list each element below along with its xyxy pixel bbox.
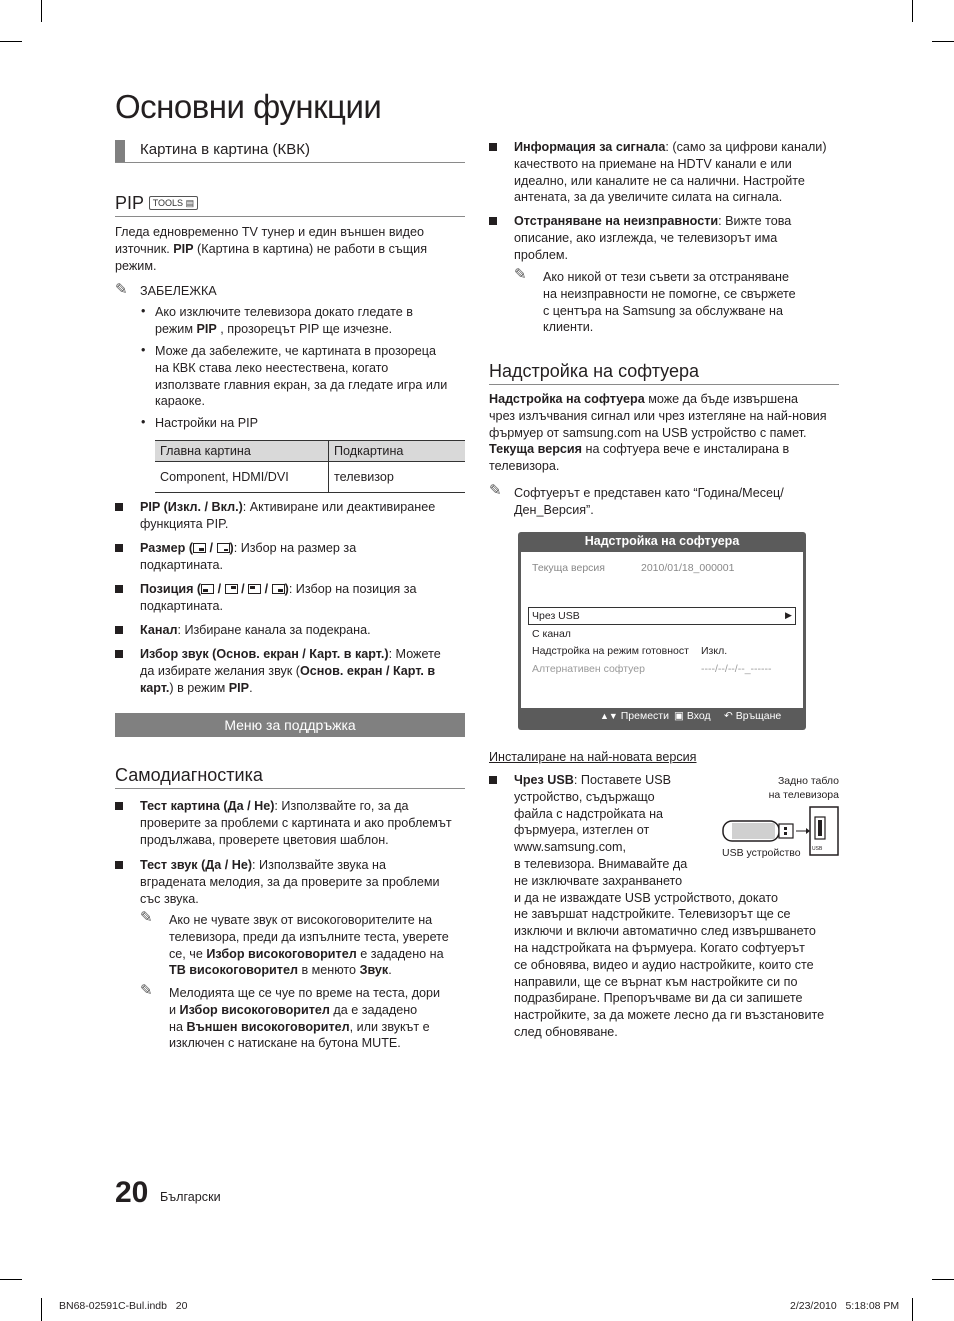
- note-pencil-icon: ✎: [140, 982, 153, 999]
- text-line: чрез излъчвания сигнал или чрез изтегляне на най-новия: [489, 408, 827, 423]
- bullet-square: [489, 217, 497, 225]
- osd-arrow-right-icon: ▶: [785, 610, 792, 620]
- text-line: [115, 241, 470, 258]
- troubleshooting-item: [514, 213, 844, 263]
- text: MUTE: [361, 1036, 398, 1051]
- bullet-square: [115, 585, 123, 593]
- pip-heading: [115, 193, 198, 214]
- text-line: изключи и включи автоматично след извършването: [514, 924, 816, 939]
- text-line: използвате главния екран, за да гледате игра или: [155, 377, 448, 392]
- text: : Вижте това: [718, 214, 792, 228]
- text: : Поставете USB: [573, 773, 672, 787]
- note-bullet-1: [155, 304, 470, 338]
- text: /: [261, 582, 272, 596]
- pip-item-onoff: [140, 499, 470, 533]
- osd-via-usb-label: Чрез USB: [532, 610, 580, 622]
- bullet-square: [115, 861, 123, 869]
- text: Отстраняване на неизправности: [514, 214, 719, 228]
- text-line: настройките, за да можете лесно да ги възстановите: [514, 1008, 825, 1023]
- text-line: не изключвате захранването: [514, 873, 683, 888]
- osd-return-hint: [724, 710, 781, 722]
- osd-move-label: Премести: [620, 710, 669, 722]
- bullet-square: [115, 802, 123, 810]
- text-line: файла с надстройката на: [514, 806, 664, 821]
- text-line: [169, 1002, 469, 1019]
- tools-icon: ▤: [185, 198, 195, 208]
- note-pencil-icon: ✎: [514, 266, 527, 283]
- text-line: на телевизора: [768, 789, 839, 801]
- pip-item-position: [140, 581, 470, 615]
- usb-stick-plug: [779, 824, 793, 838]
- text-line: [140, 680, 470, 697]
- text-line: [140, 499, 470, 516]
- text: : Можете: [388, 647, 441, 661]
- table-header: Подкартина: [329, 441, 466, 462]
- text-line: Гледа едновременно TV тунер и един външен видео: [115, 225, 424, 239]
- text-line: Може да забележите, че картината в прозореца: [155, 344, 436, 358]
- text: , прозорецът PIP ще изчезне.: [216, 321, 393, 336]
- text-line: режим.: [115, 258, 157, 273]
- table-cell: Component, HDMI/DVI: [155, 462, 329, 493]
- text-line: в телевизора. Внимавайте да: [514, 856, 688, 871]
- pip-settings-table: [155, 440, 465, 493]
- text-line: [514, 213, 844, 230]
- text: и: [169, 1002, 180, 1017]
- text: Информация за сигнала: [514, 140, 666, 154]
- text: се, че: [169, 946, 207, 961]
- text: да избирате желания звук (: [140, 663, 300, 678]
- bullet-square: [489, 143, 497, 151]
- position-top-left-icon: [248, 584, 261, 594]
- usb-stick-shade: [732, 823, 775, 839]
- bullet-dot: •: [141, 415, 146, 429]
- text-line: Задно табло: [777, 775, 839, 787]
- crop-mark: [932, 1279, 954, 1280]
- text: : Активиране или деактивиранее: [242, 500, 436, 514]
- text: Надстройка на софтуера: [489, 392, 645, 406]
- text: .: [249, 680, 253, 695]
- text: Чрез USB: [514, 773, 574, 787]
- divider: [115, 788, 465, 789]
- note-pencil-icon: ✎: [489, 482, 502, 499]
- text-line: качеството на приемане на HDTV канали е или: [514, 156, 792, 171]
- divider: [115, 216, 465, 217]
- bullet-dot: •: [141, 304, 146, 318]
- pip-intro: [115, 224, 470, 274]
- text-line: Ако не чувате звук от високоговорителите на: [169, 913, 433, 927]
- enter-icon: ▣: [674, 710, 684, 722]
- text-line: [489, 441, 841, 458]
- text-line: Ден_Версия”.: [514, 502, 594, 517]
- crop-mark: [0, 41, 22, 42]
- text-line: фърмуера, изтеглен от: [514, 823, 650, 838]
- bullet-square: [115, 650, 123, 658]
- text: Основ. екран / Карт. в: [300, 663, 436, 678]
- diag-sound-test: [140, 857, 470, 907]
- text-line: телевизора.: [489, 459, 560, 474]
- osd-return-label: Връщане: [735, 710, 782, 722]
- crop-mark: [41, 1298, 42, 1321]
- self-diagnosis-heading: Самодиагностика: [115, 765, 263, 785]
- install-latest-heading: Инсталиране на най-новата версия: [489, 750, 697, 764]
- section-header: Картина в картина (КВК): [140, 141, 311, 158]
- usb-plug-pin: [784, 827, 787, 830]
- osd-move-hint: [600, 710, 669, 722]
- text: Външен високоговорител: [186, 1019, 350, 1034]
- pip-heading-text: PIP: [115, 193, 144, 213]
- text-line: караоке.: [155, 394, 205, 409]
- usb-port-inner: [818, 820, 822, 836]
- text-line: направили, ще се върнат към настройките си по: [514, 974, 798, 989]
- diag-picture-test: [140, 798, 470, 848]
- software-upgrade-intro: [489, 391, 841, 475]
- updown-arrow-icon: ▲▼: [600, 711, 618, 721]
- text: /: [237, 582, 249, 596]
- text-line: идеално, или каналите не са налични. Настройте: [514, 173, 805, 188]
- text-line: [489, 391, 841, 408]
- note-pencil-icon: ✎: [115, 281, 128, 298]
- text: : Избор на размер за: [233, 541, 357, 555]
- pip-item-channel: [140, 622, 470, 639]
- text: Звук: [359, 963, 389, 978]
- text: : (само за цифрови канали): [665, 140, 827, 154]
- position-top-right-icon: [225, 584, 238, 594]
- text-line: телевизора, преди да изпълните теста, уверете: [169, 929, 449, 944]
- text: Тест картина (Да / Не): [140, 799, 275, 813]
- text: (Картина в картина) не работи в същия: [193, 241, 428, 256]
- text-line: фърмуер от samsung.com на USB устройство с памет.: [489, 425, 807, 440]
- rear-panel-label: [740, 774, 839, 802]
- text: Канал: [140, 623, 178, 637]
- crop-mark: [912, 1298, 913, 1321]
- text-line: Мелодията ще се чуе по време на теста, дори: [169, 986, 441, 1000]
- osd-alt-software-label: Алтернативен софтуер: [532, 663, 645, 675]
- diag-note-2: [169, 985, 469, 1052]
- tools-label: TOOLS: [152, 198, 184, 208]
- text: PIP (Изкл. / Вкл.): [140, 500, 243, 514]
- usb-device-label: USB устройство: [722, 847, 801, 859]
- text-line: [169, 1019, 469, 1036]
- text: изключен с натискане на бутона: [169, 1036, 362, 1051]
- text-line: се обновява, видео и аудио настройките, които сте: [514, 957, 814, 972]
- text-line: продължава, проверете цветовия шаблон.: [140, 832, 389, 847]
- bullet-dot: •: [141, 343, 146, 357]
- note-label: ЗАБЕЛЕЖКА: [140, 284, 217, 298]
- tools-badge: [149, 196, 198, 210]
- text-line: подразбиране. Препоръчваме ви да си запишете: [514, 991, 803, 1006]
- text-line: не завършат надстройките. Телевизорът ще се: [514, 907, 791, 922]
- text-line: [169, 962, 469, 979]
- text-line: [140, 857, 470, 874]
- text: да е зададено: [329, 1002, 418, 1017]
- table-header-row: [155, 441, 465, 462]
- text: .: [397, 1036, 401, 1051]
- osd-body: [521, 552, 803, 708]
- text: ): [284, 582, 289, 596]
- text: Избор звук (Основ. екран / Карт. в карт.): [140, 647, 389, 661]
- size-large-icon: [193, 543, 206, 553]
- text: в менюто: [297, 963, 360, 978]
- divider: [489, 384, 839, 385]
- pip-item-size: [140, 540, 470, 574]
- text: : Използвайте звука на: [252, 858, 386, 872]
- text-line: на КВК става леко неестествена, когато: [155, 360, 389, 375]
- text: на: [169, 1019, 187, 1034]
- text: режим: [155, 321, 197, 336]
- bullet-square: [489, 776, 497, 784]
- table-row: [155, 462, 465, 493]
- text: Избор високоговорител: [179, 1002, 330, 1017]
- text-line: антената, за да увеличите силата на сигнала.: [514, 190, 783, 205]
- table-cell: телевизор: [329, 462, 466, 493]
- osd-by-channel-item[interactable]: С канал: [532, 628, 571, 640]
- support-menu-bar: Меню за поддръжка: [115, 713, 465, 737]
- text: : Използвайте го, за да: [274, 799, 409, 813]
- text-line: на надстройката на фърмуера. Когато софтуерът: [514, 940, 805, 955]
- text: : Избиране канала за подекрана.: [177, 623, 371, 637]
- divider: [115, 162, 465, 163]
- text: Избор високоговорител: [206, 946, 357, 961]
- troubleshooting-note: [543, 269, 843, 336]
- text-line: устройство, съдържащо: [514, 789, 655, 804]
- text-line: Ако никой от тези съвети за отстраняване: [543, 270, 789, 284]
- text-line: вградената мелодия, за да проверите за проблеми: [140, 874, 440, 889]
- text-line: на неизправности не помогне, се свържете: [543, 286, 796, 301]
- osd-title: Надстройка на софтуера: [584, 534, 740, 548]
- text: /: [206, 541, 217, 555]
- position-bottom-left-icon: [201, 584, 214, 594]
- text-line: клиенти.: [543, 320, 594, 335]
- text-line: [140, 540, 470, 557]
- text-line: подкартината.: [140, 598, 224, 613]
- text-line: [169, 946, 469, 963]
- pip-item-sound: [140, 646, 470, 696]
- diag-note-1: [169, 912, 469, 979]
- text: Размер (: [140, 541, 194, 555]
- text-line: след обновяване.: [514, 1024, 618, 1039]
- table-header: Главна картина: [155, 441, 329, 462]
- text-line: описание, ако изглежда, че телевизорът има: [514, 230, 778, 245]
- text: PIP: [228, 680, 250, 695]
- return-icon: ↶: [724, 710, 733, 722]
- text-line: [514, 139, 844, 156]
- position-bottom-right-icon: [272, 584, 285, 594]
- bullet-square: [115, 544, 123, 552]
- text-line: [169, 1035, 469, 1052]
- text-line: www.samsung.com,: [514, 840, 626, 855]
- text: на софтуера вече е инсталирана в: [582, 442, 790, 457]
- usb-plug-pin: [784, 832, 787, 835]
- text: ) в режим: [169, 680, 229, 695]
- crop-mark: [912, 0, 913, 22]
- osd-enter-label: Вход: [686, 710, 711, 722]
- page-title: Основни функции: [115, 88, 382, 125]
- footer-file-info: BN68-02591C-Bul.indb 20: [59, 1300, 188, 1312]
- text: е зададено на: [356, 946, 444, 961]
- text: PIP: [196, 321, 217, 336]
- bullet-square: [115, 503, 123, 511]
- text: : Избор на позиция за: [288, 582, 417, 596]
- text-line: Софтуерът е представен като “Година/Месец/: [514, 486, 784, 500]
- text: ): [229, 541, 234, 555]
- text: източник.: [115, 241, 174, 256]
- text: Тест звук (Да / Не): [140, 858, 253, 872]
- bullet-square: [115, 626, 123, 634]
- text: карт.: [140, 680, 170, 695]
- text: , или звукът е: [349, 1019, 430, 1034]
- signal-info-item: [514, 139, 844, 206]
- text-line: функцията PIP.: [140, 516, 229, 531]
- text-line: с центъра на Samsung за обслужване на: [543, 303, 783, 318]
- text: Текуща версия: [489, 442, 583, 457]
- text-line: и да не изваждате USB устройството, докато: [514, 890, 778, 905]
- text-line: проблем.: [514, 247, 568, 262]
- note-bullet-2: [155, 343, 470, 410]
- text-line: подкартината.: [140, 557, 224, 572]
- crop-mark: [0, 1279, 22, 1280]
- text: /: [214, 582, 225, 596]
- text-line: [140, 622, 470, 639]
- osd-current-version-label: Текуща версия: [532, 562, 605, 574]
- text: .: [388, 963, 392, 978]
- crop-mark: [932, 41, 954, 42]
- text: PIP: [173, 241, 194, 256]
- text: може да бъде извършена: [644, 392, 799, 406]
- software-upgrade-heading: Надстройка на софтуера: [489, 361, 699, 381]
- osd-current-version-value: 2010/01/18_000001: [641, 562, 735, 574]
- text-line: проверите за проблеми с картината и ако проблемът: [140, 815, 452, 830]
- text-line: със звука.: [140, 891, 199, 906]
- text: Позиция (: [140, 582, 202, 596]
- osd-standby-upgrade-value: Изкл.: [701, 645, 728, 657]
- note-pencil-icon: ✎: [140, 909, 153, 926]
- osd-alt-software-value: ----/--/--/--_------: [701, 663, 772, 675]
- text-line: [140, 646, 470, 663]
- size-small-icon: [217, 543, 230, 553]
- text-line: [140, 663, 470, 680]
- page-number: 20: [115, 1176, 149, 1209]
- osd-standby-upgrade-label[interactable]: Надстройка на режим готовност: [532, 645, 689, 657]
- text-line: [155, 321, 470, 338]
- usb-port-label: USB: [812, 846, 823, 852]
- note-bullet-3: Настройки на PIP: [155, 416, 259, 430]
- software-upgrade-osd: [518, 532, 806, 730]
- text-line: Ако изключите телевизора докато гледате в: [155, 305, 413, 319]
- crop-mark: [41, 0, 42, 22]
- text-line: [140, 581, 470, 598]
- footer-timestamp: 2/23/2010 5:18:08 PM: [790, 1300, 900, 1312]
- software-note: [514, 485, 834, 519]
- osd-enter-hint: [674, 710, 711, 722]
- text-line: [140, 798, 470, 815]
- section-marker: [115, 140, 125, 162]
- page-language: Български: [160, 1190, 221, 1204]
- text: ТВ високоговорител: [169, 963, 298, 978]
